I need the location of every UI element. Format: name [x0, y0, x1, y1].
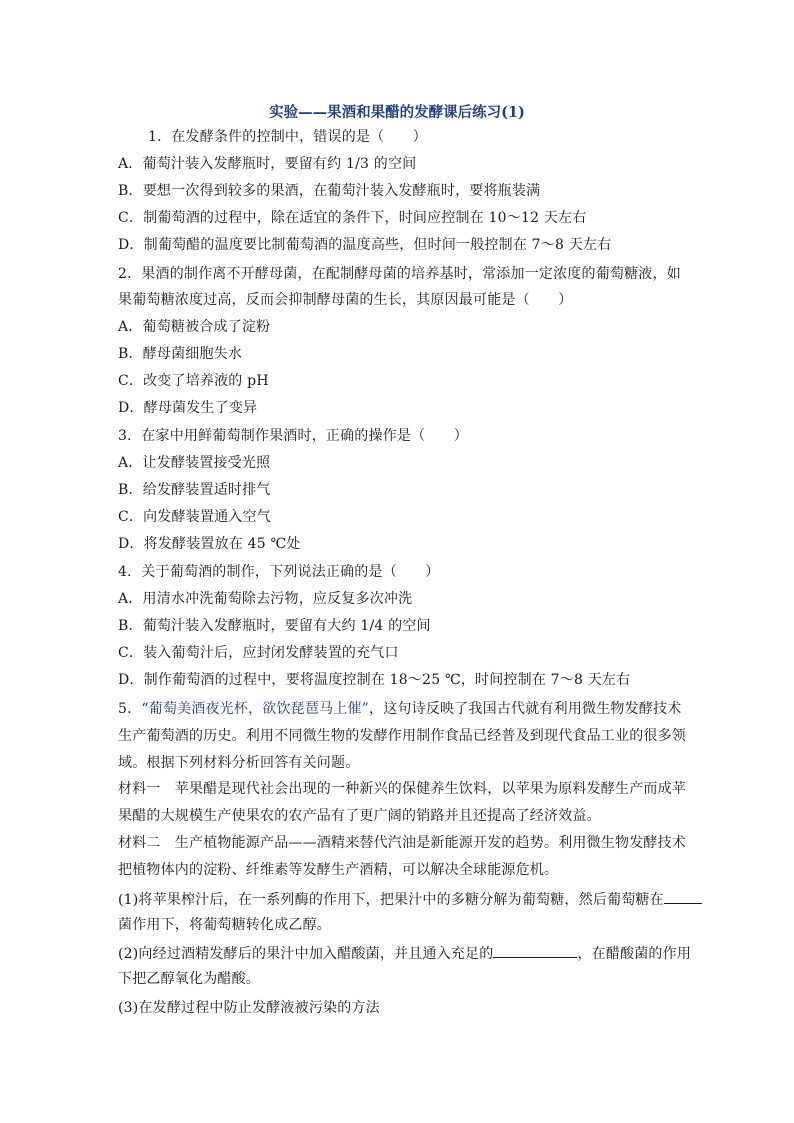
question-2-option-a: A．葡萄糖被合成了淀粉 [118, 319, 271, 335]
question-3-option-b: B．给发酵装置适时排气 [118, 482, 271, 498]
question-2-option-d: D．酵母菌发生了变异 [118, 400, 258, 416]
question-3-option-d: D．将发酵装置放在 45 ℃处 [118, 536, 301, 552]
question-4-option-b: B．葡萄汁装入发酵瓶时，要留有大约 1/4 的空间 [118, 618, 431, 634]
question-3-stem: 3．在家中用鲜葡萄制作果酒时，正确的操作是（ ） [118, 428, 468, 444]
material-1-line-2: 果醋的大规模生产使果农的农产品有了更广阔的销路并且还提高了经济效益。 [118, 808, 601, 824]
sub-question-2-rest: ，在醋酸菌的作用 [577, 946, 692, 962]
question-3-option-c: C．向发酵装置通入空气 [118, 509, 271, 525]
question-2-option-c: C．改变了培养液的 pH [118, 373, 269, 389]
question-1-stem: 1．在发酵条件的控制中，错误的是（ ） [148, 129, 427, 145]
question-3-option-a: A．让发酵装置接受光照 [118, 455, 271, 471]
question-1-option-b: B．要想一次得到较多的果酒，在葡萄汁装入发酵瓶时，要将瓶装满 [118, 183, 541, 199]
sub-question-1-text: (1)将苹果榨汁后，在一系列酶的作用下，把果汁中的多糖分解为葡萄糖，然后葡萄糖在 [118, 892, 664, 908]
material-2-line-2: 把植物体内的淀粉、纤维素等发酵生产酒精，可以解决全球能源危机。 [118, 862, 559, 878]
question-5-stem-line-3: 域。根据下列材料分析回答有关问题。 [118, 755, 360, 771]
answer-blank-1[interactable] [664, 889, 702, 904]
question-4-stem: 4．关于葡萄酒的制作，下列说法正确的是（ ） [118, 564, 440, 580]
question-1-option-d: D．制葡萄醋的温度要比制葡萄酒的温度高些，但时间一般控制在 7～8 天左右 [118, 237, 612, 253]
question-4-option-d: D．制作葡萄酒的过程中，要将温度控制在 18～25 ℃，时间控制在 7～8 天左右 [118, 672, 631, 688]
question-2-stem-line-2: 果葡萄糖浓度过高，反而会抑制酵母菌的生长，其原因最可能是（ ） [118, 292, 573, 308]
question-1-option-c: C．制葡萄酒的过程中，除在适宜的条件下，时间应控制在 10～12 天左右 [118, 210, 587, 226]
question-4-option-c: C．装入葡萄汁后，应封闭发酵装置的充气口 [118, 645, 399, 661]
question-4-option-a: A．用清水冲洗葡萄除去污物，应反复多次冲洗 [118, 591, 413, 607]
question-5-stem-line-2: 生产葡萄酒的历史。利用不同微生物的发酵作用制作食品已经普及到现代食品工业的很多领 [118, 728, 686, 744]
page-title: 实验——果酒和果醋的发酵课后练习(1) [269, 104, 525, 121]
sub-question-2-text: (2)向经过酒精发酵后的果汁中加入醋酸菌，并且通入充足的 [118, 946, 494, 962]
sub-question-2-line-2: 下把乙醇氧化为醋酸。 [118, 971, 260, 987]
sub-question-1-line-1 [118, 889, 702, 910]
question-1-option-a: A．葡萄汁装入发酵瓶时，要留有约 1/3 的空间 [118, 156, 417, 172]
sub-question-1-line-2: 菌作用下，将葡萄糖转化成乙醇。 [118, 917, 331, 933]
material-1-line-1: 材料一 苹果醋是现代社会出现的一种新兴的保健养生饮料，以苹果为原料发酵生产而成苹 [118, 781, 686, 797]
question-2-option-b: B．酵母菌细胞失水 [118, 346, 243, 362]
question-2-stem-line-1: 2．果酒的制作离不开酵母菌，在配制酵母菌的培养基时，常添加一定浓度的葡萄糖液，如 [118, 266, 681, 282]
question-5-stem-line-1 [118, 699, 681, 719]
question-5-line-1-rest: ，这句诗反映了我国古代就有利用微生物发酵技术 [369, 701, 682, 717]
material-2-line-1: 材料二 生产植物能源产品——酒精来替代汽油是新能源开发的趋势。利用微生物发酵技术 [118, 835, 686, 851]
question-5-number: 5． [118, 701, 142, 717]
poem-quote: “葡萄美酒夜光杯，欲饮琵琶马上催” [141, 701, 370, 717]
sub-question-2-line-1 [118, 943, 691, 964]
answer-blank-2[interactable] [493, 943, 577, 958]
sub-question-3-line-1: (3)在发酵过程中防止发酵液被污染的方法 [118, 1000, 380, 1016]
